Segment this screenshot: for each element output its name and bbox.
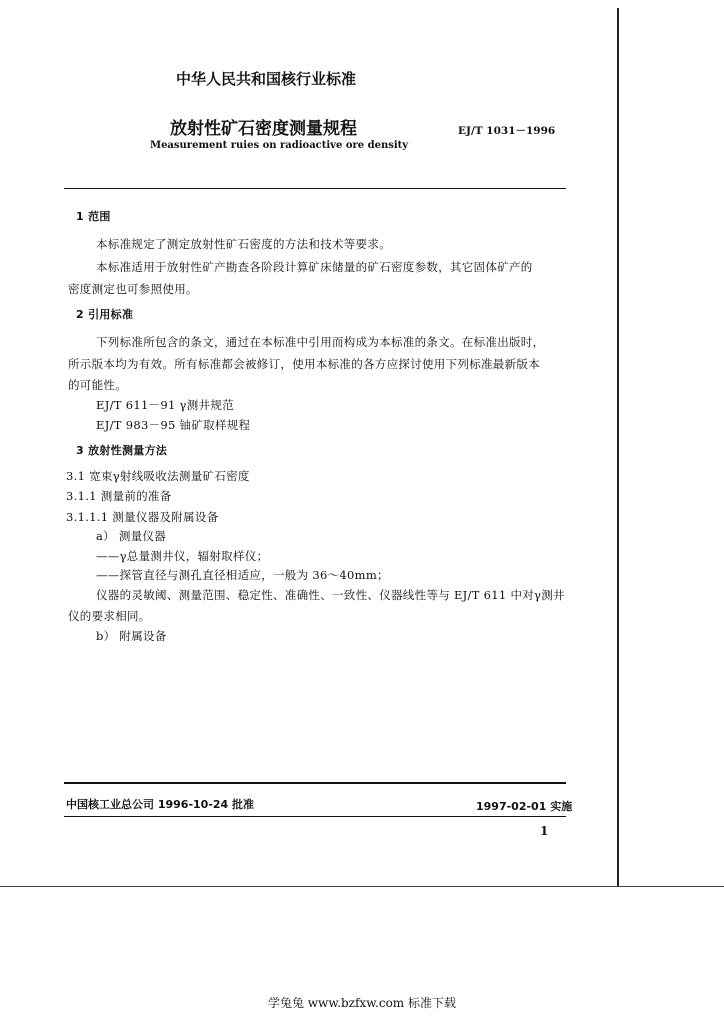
section-1-paragraph-2-line-1: 本标准适用于放射性矿产勘查各阶段计算矿床储量的矿石密度参数，其它固体矿产的 <box>96 260 533 274</box>
section-1-heading: 1 范围 <box>76 210 111 223</box>
list-item-b: b） 附属设备 <box>96 629 167 643</box>
footer-rule-top <box>64 782 566 784</box>
dash-item-2: ——探管直径与测孔直径相适应，一般为 36～40mm； <box>96 568 389 582</box>
section-2-paragraph-line-1: 下列标准所包含的条文，通过在本标准中引用而构成为本标准的条文。在标准出版时， <box>96 335 545 349</box>
section-3-heading: 3 放射性测量方法 <box>76 444 168 457</box>
header-rule <box>64 188 566 189</box>
page-number: 1 <box>540 824 549 838</box>
watermark-site-link[interactable]: 学兔兔 www.bzfxw.com 标准下载 <box>267 996 457 1010</box>
list-item-a: a） 测量仪器 <box>96 529 167 543</box>
instrument-paragraph-line-2: 仪的要求相同。 <box>68 609 151 623</box>
standard-category: 中华人民共和国核行业标准 <box>176 70 357 88</box>
standard-code: EJ/T 1031－1996 <box>458 125 556 137</box>
reference-item-2: EJ/T 983－95 铀矿取样规程 <box>96 418 251 432</box>
section-2-paragraph-line-2: 所示版本均为有效。所有标准都会被修订，使用本标准的各方应探讨使用下列标准最新版本 <box>68 357 540 371</box>
scan-edge-line <box>617 8 619 886</box>
document-title-cn: 放射性矿石密度测量规程 <box>170 119 357 139</box>
section-1-paragraph-1: 本标准规定了测定放射性矿石密度的方法和技术等要求。 <box>96 237 391 251</box>
clause-3-1-1: 3.1.1 测量前的准备 <box>66 489 172 503</box>
instrument-paragraph-line-1: 仪器的灵敏阈、测量范围、稳定性、准确性、一致性、仪器线性等与 EJ/T 611 中对γ测井 <box>96 588 565 602</box>
approval-line: 中国核工业总公司 1996-10-24 批准 <box>66 798 255 811</box>
implementation-date: 1997-02-01 实施 <box>476 800 573 813</box>
dash-item-1: ——γ总量测井仪，辐射取样仪； <box>96 549 269 563</box>
section-1-paragraph-2-line-2: 密度测定也可参照使用。 <box>68 282 198 296</box>
footer-rule-bottom <box>64 816 566 817</box>
clause-3-1-1-1: 3.1.1.1 测量仪器及附属设备 <box>66 510 219 524</box>
scan-bottom-edge <box>0 886 724 887</box>
section-2-paragraph-line-3: 的可能性。 <box>68 378 127 392</box>
clause-3-1: 3.1 宽束γ射线吸收法测量矿石密度 <box>66 469 250 483</box>
reference-item-1: EJ/T 611－91 γ测井规范 <box>96 398 234 412</box>
section-2-heading: 2 引用标准 <box>76 308 134 321</box>
document-title-en: Measurement ruies on radioactive ore density <box>150 140 409 151</box>
